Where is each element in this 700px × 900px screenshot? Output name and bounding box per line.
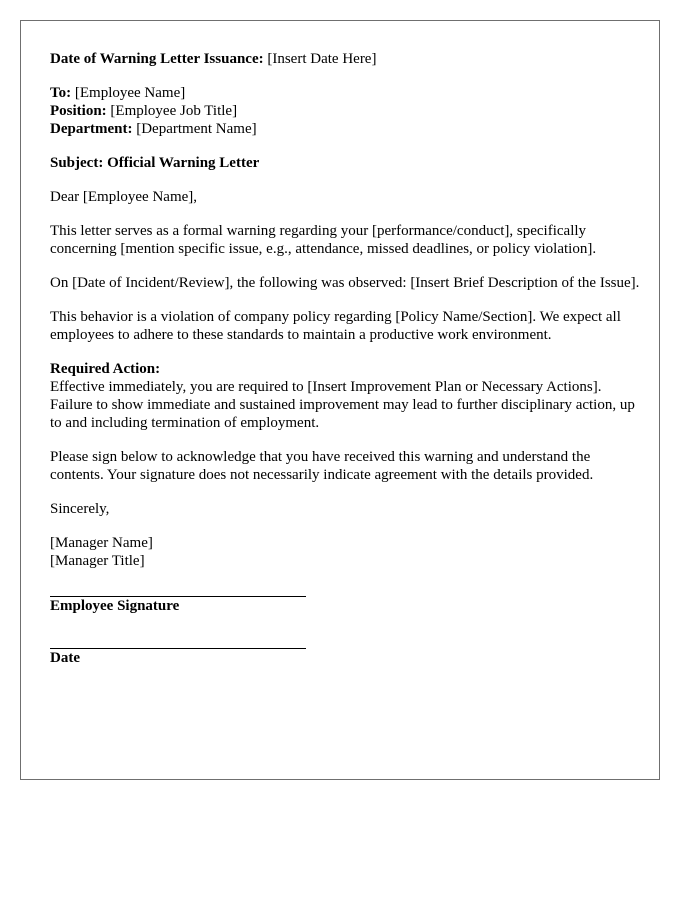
paragraph-warning: This letter serves as a formal warning regarding your [performance/conduct], specifically concerning [mention specific issue, e.g., attendance, missed deadlines, or policy violation]. xyxy=(50,223,597,257)
recipient-position-line xyxy=(50,102,640,120)
issuance-date-line xyxy=(50,50,640,68)
salutation: Dear [Employee Name], xyxy=(50,189,198,205)
manager-name: [Manager Name] xyxy=(50,535,153,551)
date-signature-label: Date xyxy=(50,650,80,666)
manager-block xyxy=(50,534,640,570)
recipient-block xyxy=(50,84,640,138)
subject-line: Subject: Official Warning Letter xyxy=(50,155,260,171)
required-action-section xyxy=(50,360,640,432)
position-value: [Employee Job Title] xyxy=(106,103,238,119)
to-label: To: xyxy=(50,85,72,101)
employee-signature-block xyxy=(50,596,640,615)
manager-title: [Manager Title] xyxy=(50,553,145,569)
to-value: [Employee Name] xyxy=(71,85,186,101)
letter-frame xyxy=(20,20,660,780)
department-value: [Department Name] xyxy=(132,121,257,137)
paragraph-acknowledgement: Please sign below to acknowledge that you have received this warning and understand the contents. Your signature does not necessarily indicate agreement with the details provided. xyxy=(50,449,594,483)
paragraph-policy: This behavior is a violation of company policy regarding [Policy Name/Section]. We expect all employees to adhere to these standards to maintain a productive work environment. xyxy=(50,309,621,343)
recipient-to-line xyxy=(50,84,640,102)
issuance-date-value: [Insert Date Here] xyxy=(263,51,377,67)
department-label: Department: xyxy=(50,121,133,137)
employee-signature-label: Employee Signature xyxy=(50,598,180,614)
position-label: Position: xyxy=(50,103,107,119)
required-action-heading: Required Action: xyxy=(50,361,161,377)
letter-content xyxy=(50,50,640,667)
date-signature-block xyxy=(50,648,640,667)
issuance-date-label: Date of Warning Letter Issuance: xyxy=(50,51,264,67)
recipient-department-line xyxy=(50,120,640,138)
sign-off: Sincerely, xyxy=(50,501,110,517)
required-action-text: Effective immediately, you are required to [Insert Improvement Plan or Necessary Actions]. Failure to show immediate and sustained improvement may lead to further disciplinary action, up to and including termination of employment. xyxy=(50,379,635,431)
paragraph-incident: On [Date of Incident/Review], the following was observed: [Insert Brief Description of the Issue]. xyxy=(50,275,640,291)
